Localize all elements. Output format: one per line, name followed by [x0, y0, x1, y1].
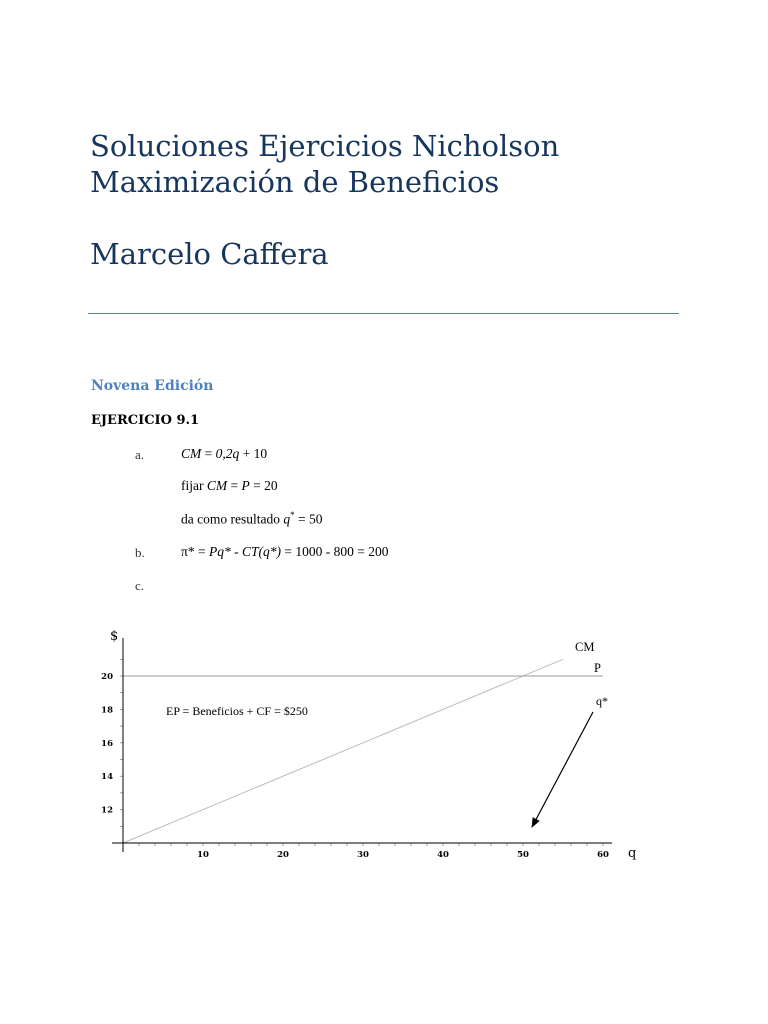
cost-term: CT(q*)	[241, 544, 281, 559]
item-a-label: a.	[135, 447, 145, 462]
profit-result: = 1000 - 800 = 200	[280, 544, 389, 559]
author-name: Marcelo Caffera	[90, 237, 329, 271]
exercise-heading: EJERCICIO 9.1	[91, 413, 200, 428]
title-line-2: Maximización de Beneficios	[90, 165, 500, 199]
y-tick-label: 18	[101, 705, 113, 716]
constant-term: + 10	[239, 446, 268, 461]
series-line-cm	[123, 659, 563, 843]
q-star-label: q*	[596, 694, 608, 708]
y-axis-label: $	[110, 629, 119, 644]
equals-sign: =	[227, 478, 242, 493]
fix-text: fijar	[181, 478, 207, 493]
price-value: = 20	[249, 478, 278, 493]
revenue-term: Pq*	[208, 544, 231, 559]
item-a-line-1	[181, 446, 267, 462]
y-tick-label: 12	[101, 805, 113, 816]
item-a-line-3	[181, 510, 322, 528]
y-tick-label: 14	[101, 772, 113, 783]
item-a-line-2	[181, 478, 278, 494]
item-c-label: c.	[135, 578, 145, 593]
q-symbol: q	[283, 511, 291, 527]
y-tick-label: 20	[101, 672, 113, 682]
producer-surplus-annotation: EP = Beneficios + CF = $250	[166, 704, 308, 718]
q-value: = 50	[294, 511, 323, 527]
minus-sign: -	[230, 544, 242, 559]
title-line-1: Soluciones Ejercicios Nicholson	[90, 129, 560, 163]
document-title	[90, 128, 710, 200]
price-line-label: P	[594, 661, 601, 675]
coefficient: 0,2q	[215, 446, 240, 461]
star-superscript: *	[290, 510, 295, 520]
cm-symbol: CM	[181, 446, 202, 461]
equals-sign: =	[201, 446, 216, 461]
x-tick-label: 50	[517, 850, 529, 860]
edition-heading: Novena Edición	[91, 378, 214, 394]
x-axis-label: q	[628, 846, 637, 861]
title-divider	[88, 313, 679, 314]
x-tick-label: 20	[277, 850, 289, 860]
p-symbol: P	[241, 478, 250, 493]
x-tick-label: 10	[197, 850, 209, 860]
y-tick-label: 16	[101, 738, 113, 749]
item-b-line	[181, 544, 388, 560]
x-tick-label: 40	[437, 850, 449, 860]
cm-symbol: CM	[206, 478, 228, 493]
equals-sign: =	[194, 544, 209, 559]
x-tick-label: 30	[357, 850, 369, 860]
x-tick-label: 60	[597, 850, 609, 860]
profit-chart	[0, 600, 768, 890]
q-star-arrow	[532, 712, 593, 827]
pi-symbol: π*	[181, 544, 195, 559]
result-text: da como resultado	[181, 511, 284, 527]
cm-curve-label: CM	[575, 640, 595, 654]
item-b-label: b.	[135, 545, 145, 560]
